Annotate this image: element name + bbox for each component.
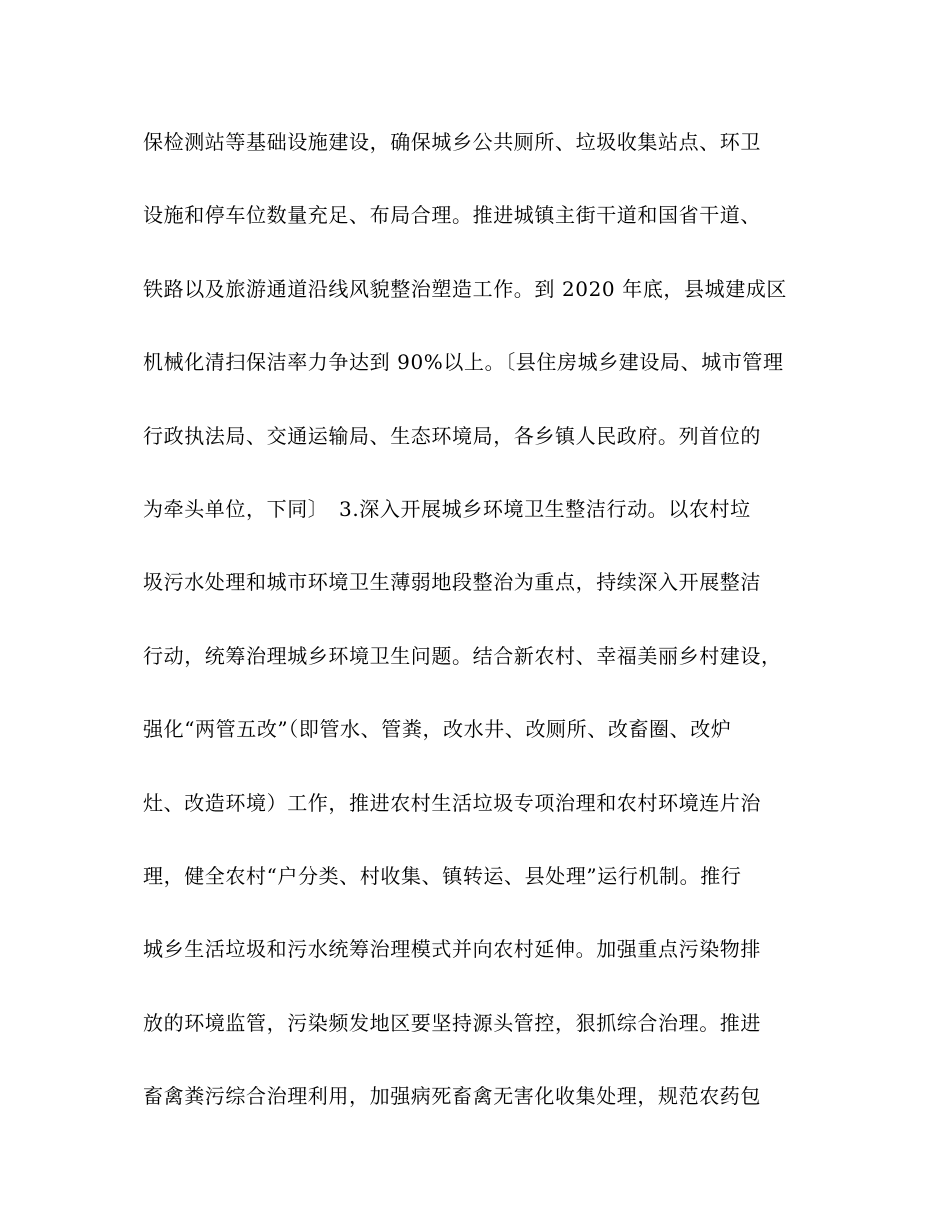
text-line: 强化“两管五改”（即管水、管粪，改水井、改厕所、改畜圈、改炉 — [143, 717, 732, 742]
text-line: 圾污水处理和城市环境卫生薄弱地段整治为重点，持续深入开展整洁 — [143, 570, 761, 595]
text-line: 行政执法局、交通运输局、生态环境局，各乡镇人民政府。列首位的 — [143, 423, 761, 448]
text-line: 城乡生活垃圾和污水统筹治理模式并向农村延伸。加强重点污染物排 — [143, 937, 761, 962]
text-line: 放的环境监管，污染频发地区要坚持源头管控，狠抓综合治理。推进 — [143, 1010, 761, 1035]
text-line: 行动，统筹治理城乡环境卫生问题。结合新农村、幸福美丽乡村建设， — [143, 643, 782, 668]
text-line: 灶、改造环境）工作，推进农村生活垃圾专项治理和农村环境连片治 — [143, 790, 761, 815]
text-line: 保检测站等基础设施建设，确保城乡公共厕所、垃圾收集站点、环卫 — [143, 130, 761, 154]
text-line: 铁路以及旅游通道沿线风貌整治塑造工作。到 2020 年底，县城建成区 — [143, 276, 788, 301]
text-line: 畜禽粪污综合治理利用，加强病死畜禽无害化收集处理，规范农药包 — [143, 1084, 761, 1109]
text-line: 理，健全农村“户分类、村收集、镇转运、县处理”运行机制。推行 — [143, 863, 742, 888]
body-text — [143, 126, 823, 1153]
text-line: 设施和停车位数量充足、布局合理。推进城镇主街干道和国省干道、 — [143, 203, 761, 228]
text-line: 机械化清扫保洁率力争达到 90%以上。〔县住房城乡建设局、城市管理 — [143, 350, 784, 375]
text-line: 为牵头单位，下同〕 3.深入开展城乡环境卫生整洁行动。以农村垃 — [143, 496, 751, 521]
